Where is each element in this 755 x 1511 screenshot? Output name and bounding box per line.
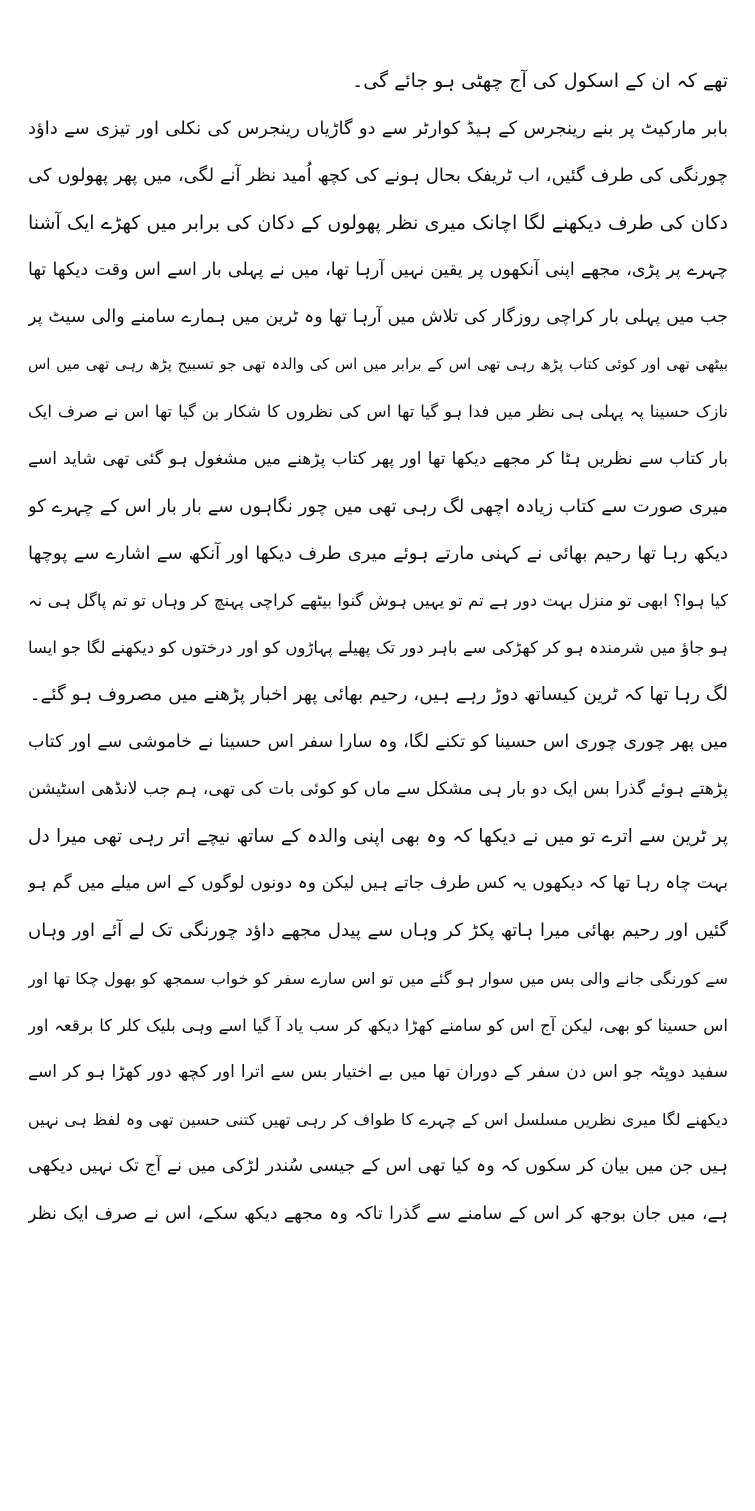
text-line: بار کتاب سے نظریں ہٹا کر مجھے دیکھا تھا اور پھر کتاب پڑھنے میں مشغول ہو گئی تھی شاید اسے xyxy=(28,448,728,469)
text-line: دیکھنے لگا میری نظریں مسلسل اس کے چہرے کا طواف کر رہی تھیں کتنی حسین تھی وہ لفظ ہی نہیں xyxy=(28,1110,728,1130)
text-line: دیکھ رہا تھا رحیم بھائی نے کہنی مارتے ہوئے میری طرف دیکھا اور آنکھ سے اشارے سے پوچھا xyxy=(28,542,728,564)
text-line: پڑھتے ہوئے گذرا بس ایک دو بار ہی مشکل سے ماں کو کوئی بات کی تھی، ہم جب لانڈھی اسٹیشن xyxy=(28,778,728,799)
text-line: سے کورنگی جانے والی بس میں سوار ہو گئے میں تو اس سارے سفر کو خواب سمجھ کو بھول چکا تھا اور xyxy=(28,968,728,988)
urdu-text-body xyxy=(28,58,728,1238)
text-line: بہت چاہ رہا تھا کہ دیکھوں یہ کس طرف جاتے ہیں لیکن وہ دونوں لوگوں کے اس میلے میں گم ہو xyxy=(28,873,728,894)
text-line: سفید دوپٹہ جو اس دن سفر کے دوران تھا میں بے اختیار بس سے اترا اور کچھ دور کھڑا ہو کر اسے xyxy=(28,1061,728,1082)
text-line: اس حسینا کو بھی، لیکن آج اس کو سامنے کھڑا دیکھ کر سب یاد آ گیا اسے وہی بلیک کلر کا برقعہ اور xyxy=(28,1015,728,1035)
text-line: ہیں جن میں بیان کر سکوں کہ وہ کیا تھی اس کے جیسی سُندر لڑکی میں نے آج تک نہیں دیکھی xyxy=(28,1156,728,1177)
text-line: چہرے پر پڑی، مجھے اپنی آنکھوں پر یقین نہیں آرہا تھا، میں نے پہلی بار اسے اس وقت دیکھا تھا xyxy=(28,259,728,280)
text-line: ہے، میں جان بوجھ کر اس کے سامنے سے گذرا تاکہ وہ مجھے دیکھ سکے، اس نے صرف ایک نظر xyxy=(28,1203,728,1224)
text-line: بیٹھی تھی اور کوئی کتاب پڑھ رہی تھی اس کے برابر میں اس کی والدہ تھی جو تسبیح پڑھ رہی تھی میں اس xyxy=(28,355,728,374)
text-line: پر ٹرین سے اترے تو میں نے دیکھا کہ وہ بھی اپنی والدہ کے ساتھ نیچے اتر رہی تھی میرا دل xyxy=(28,826,728,847)
text-line: تھے کہ ان کے اسکول کی آج چھٹی ہو جائے گی۔ xyxy=(352,70,728,92)
text-line: بابر مارکیٹ پر بنے رینجرس کے ہیڈ کوارٹر سے دو گاڑیاں رینجرس کی نکلی اور تیزی سے داؤد xyxy=(28,118,728,140)
text-line: ہو جاؤ میں شرمندہ ہو کر کھڑکی سے باہر دور تک پھیلے پہاڑوں کو اور درختوں کو دیکھنے لگا جو ایسا xyxy=(28,638,728,658)
text-line: لگ رہا تھا کہ ٹرین کیساتھ دوڑ رہے ہیں، رحیم بھائی پھر اخبار پڑھنے میں مصروف ہو گئے۔ xyxy=(29,684,728,706)
text-line: گئیں اور رحیم بھائی میرا ہاتھ پکڑ کر وہاں سے پیدل مجھے داؤد چورنگی تک لے آئے اور وہاں xyxy=(28,920,728,942)
text-line: جب میں پہلی بار کراچی روزگار کی تلاش میں آرہا تھا وہ ٹرین میں ہمارے سامنے والی سیٹ پر xyxy=(28,306,728,327)
text-line: چورنگی کی طرف گئیں، اب ٹریفک بحال ہونے کی کچھ اُمید نظر آنے لگی، میں پھر پھولوں کی xyxy=(28,165,728,187)
text-line: دکان کی طرف دیکھنے لگا اچانک میری نظر پھولوں کے دکان کی برابر میں کھڑے ایک آشنا xyxy=(28,211,728,234)
text-line: میں پھر چوری چوری اس حسینا کو تکنے لگا، وہ سارا سفر اس حسینا نے خاموشی سے اور کتاب xyxy=(28,731,728,752)
text-line: نازک حسینا پہ پہلی ہی نظر میں فدا ہو گیا تھا اس کی نظروں کا شکار بن گیا تھا اس نے صرف ایک xyxy=(28,402,728,422)
text-line: کیا ہوا؟ ابھی تو منزل بہت دور ہے تم تو یہیں ہوش گنوا بیٹھے کراچی پہنچ کر وہاں تو تم پاگل ہی نہ xyxy=(28,591,728,611)
text-line: میری صورت سے کتاب زیادہ اچھی لگ رہی تھی میں چور نگاہوں سے بار بار اس کے چہرے کو xyxy=(28,495,728,517)
